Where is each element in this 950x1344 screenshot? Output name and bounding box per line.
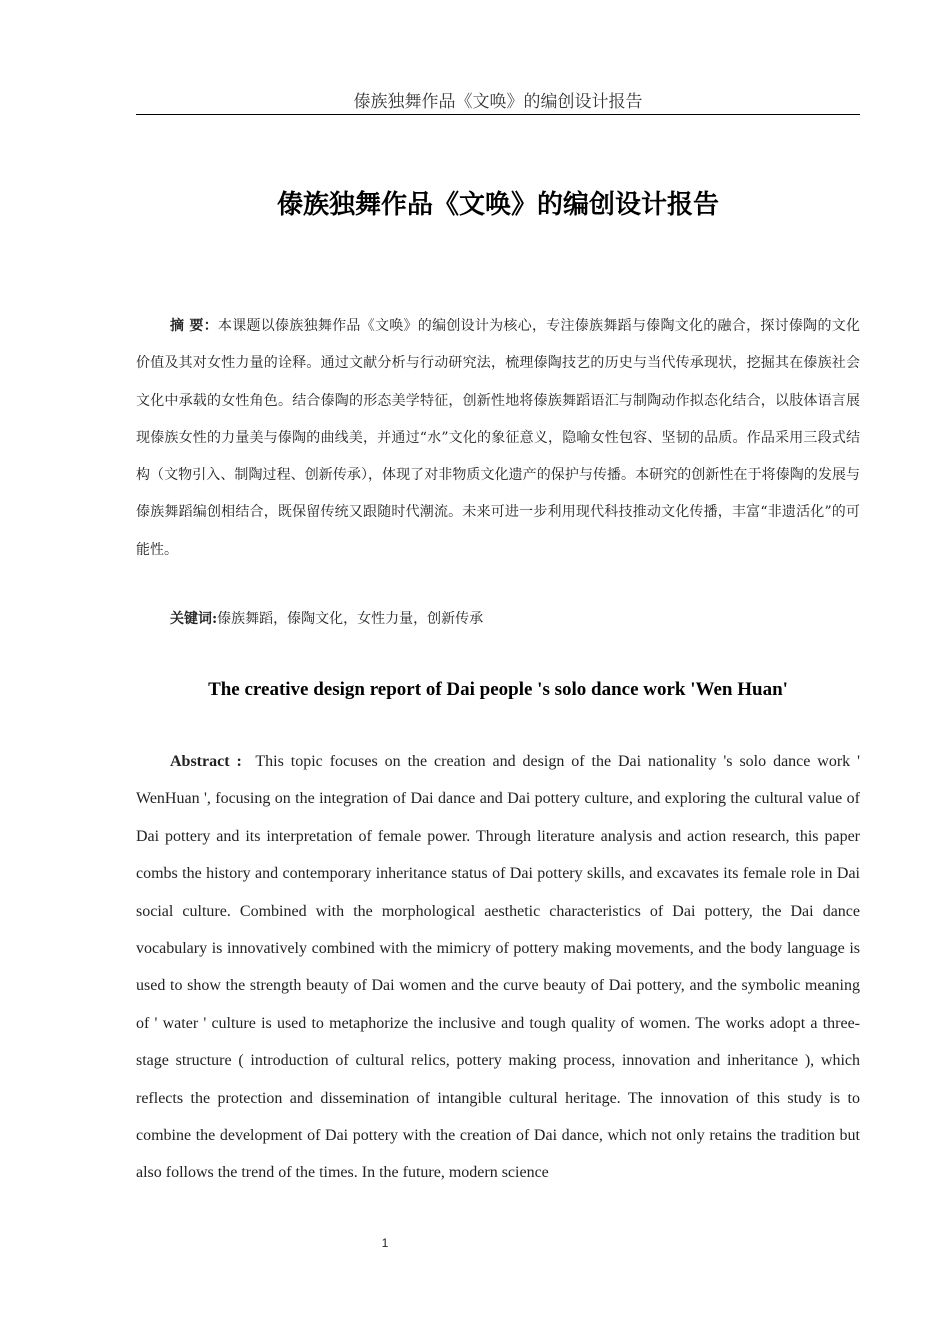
chinese-keywords	[170, 604, 483, 634]
chinese-title: 傣族独舞作品《文唤》的编创设计报告	[276, 190, 719, 220]
chinese-abstract	[136, 308, 860, 569]
english-abstract-label: Abstract :	[170, 753, 242, 770]
english-abstract-text: This topic focuses on the creation and design of the Dai nationality 's solo dance work ' WenHuan ', focusing on the integration of Dai dance and Dai pottery culture, and exploring the cultural value of Dai pottery and its interpretation of female power. Through literature analysis and action research, this paper combs the history and contemporary inheritance status of Dai pottery skills, and excavates its female role in Dai social culture. Combined with the morphological aesthetic characteristics of Dai pottery, the Dai dance vocabulary is innovatively combined with the mimicry of pottery making movements, and the body language is used to show the strength beauty of Dai women and the curve beauty of Dai pottery, and the symbolic meaning of ' water ' culture is used to metaphorize the inclusive and tough quality of women. The works adopt a three-stage structure ( introduction of cultural relics, pottery making process, innovation and inheritance ), which reflects the protection and dissemination of intangible cultural heritage. The innovation of this study is to combine the development of Dai pottery with the creation of Dai dance, which not only retains the tradition but also follows the trend of the times. In the future, modern science	[136, 753, 861, 1182]
english-title: The creative design report of Dai people 's solo dance work 'Wen Huan'	[208, 679, 788, 700]
chinese-abstract-text: 本课题以傣族独舞作品《文唤》的编创设计为核心，专注傣族舞蹈与傣陶文化的融合，探讨傣陶的文化价值及其对女性力量的诠释。通过文献分析与行动研究法，梳理傣陶技艺的历史与当代传承现状，挖掘其在傣族社会文化中承载的女性角色。结合傣陶的形态美学特征，创新性地将傣族舞蹈语汇与制陶动作拟态化结合，以肢体语言展现傣族女性的力量美与傣陶的曲线美，并通过“水”文化的象征意义，隐喻女性包容、坚韧的品质。作品采用三段式结构（文物引入、制陶过程、创新传承），体现了对非物质文化遗产的保护与传播。本研究的创新性在于将傣陶的发展与傣族舞蹈编创相结合，既保留传统又跟随时代潮流。未来可进一步利用现代科技推动文化传播，丰富“非遗活化”的可能性。	[136, 318, 860, 558]
chinese-keywords-text: 傣族舞蹈，傣陶文化，女性力量，创新传承	[217, 611, 484, 627]
page-number: 1	[381, 1236, 389, 1250]
running-header: 傣族独舞作品《文唤》的编创设计报告	[136, 90, 860, 115]
english-abstract	[136, 743, 860, 1192]
chinese-abstract-label: 摘 要：	[170, 318, 218, 334]
chinese-keywords-label: 关键词:	[170, 611, 218, 627]
